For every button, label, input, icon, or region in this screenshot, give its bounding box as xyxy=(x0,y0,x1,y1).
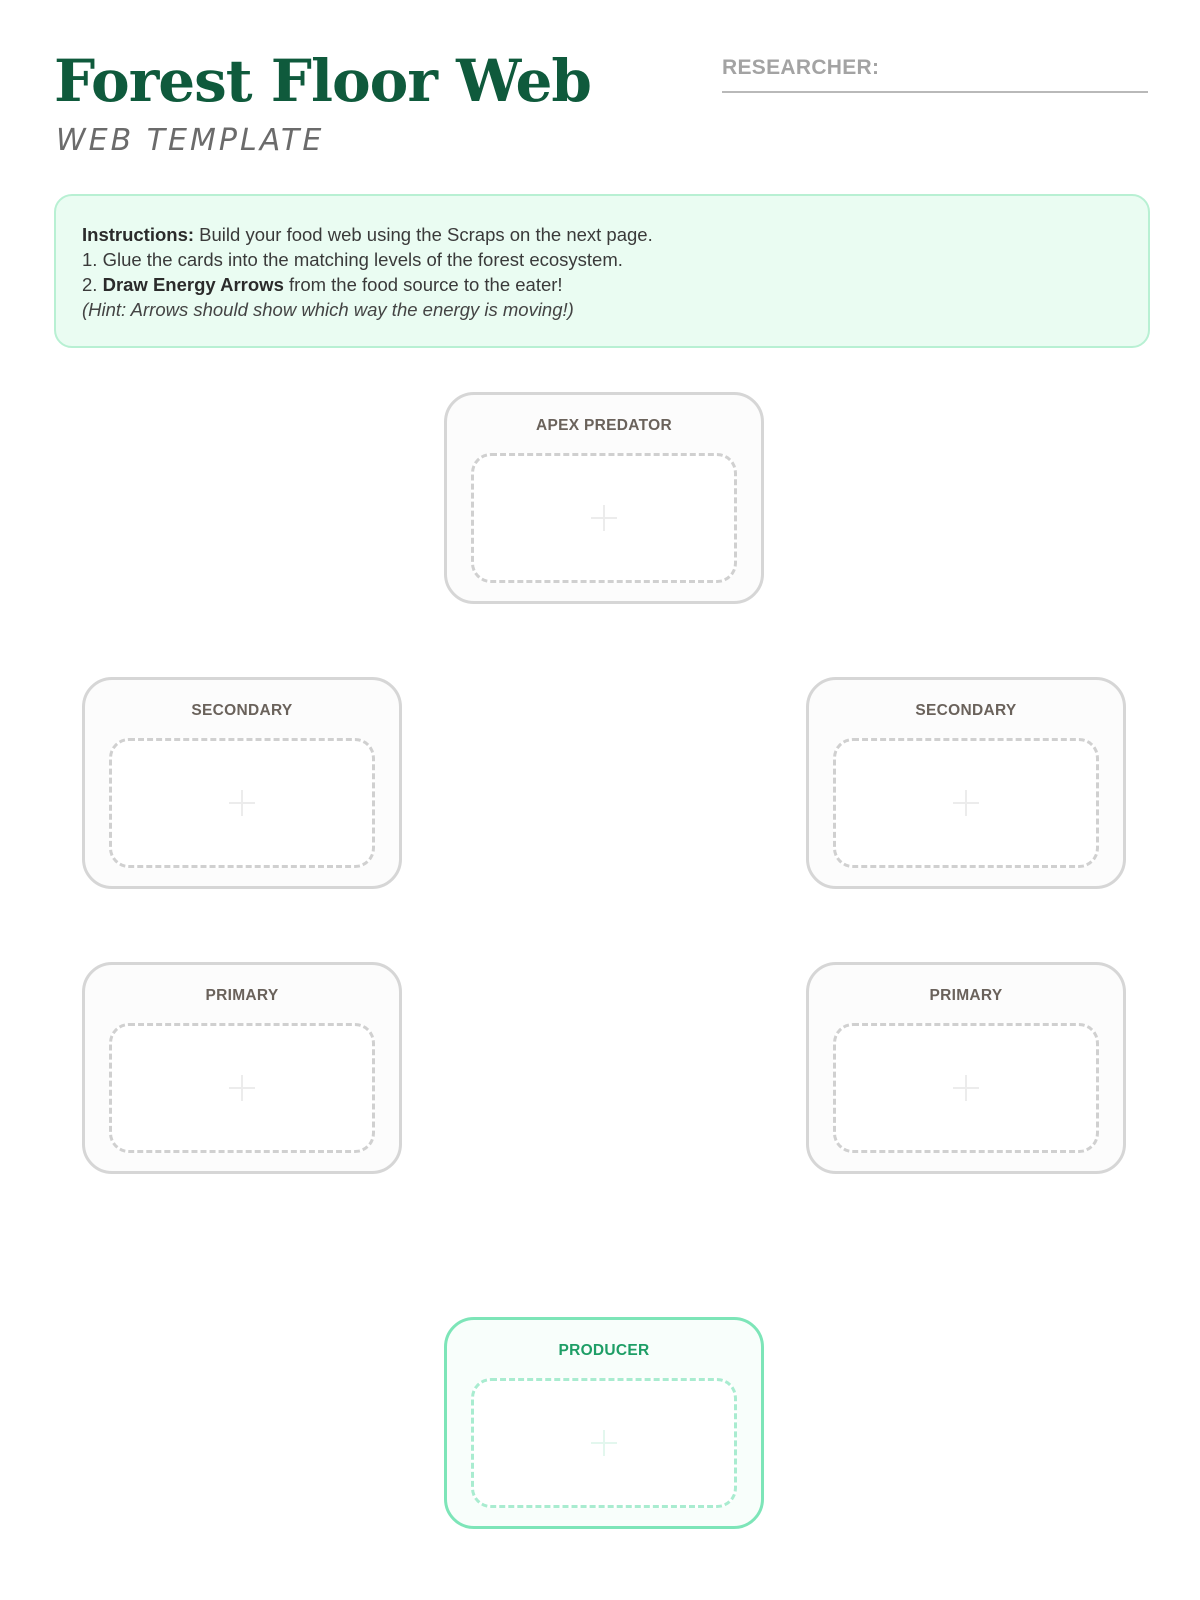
producer-drop-slot[interactable] xyxy=(471,1378,737,1508)
plus-icon xyxy=(229,790,255,816)
plus-icon xyxy=(953,1075,979,1101)
apex-predator-card xyxy=(444,392,764,604)
step-2-rest: from the food source to the eater! xyxy=(283,274,563,295)
plus-icon xyxy=(591,505,617,531)
plus-icon xyxy=(591,1430,617,1456)
instructions-intro: Build your food web using the Scraps on the next page. xyxy=(194,224,653,245)
instructions-heading: Instructions: xyxy=(82,224,195,245)
researcher-field[interactable] xyxy=(722,56,1148,93)
apex-predator-label: APEX PREDATOR xyxy=(536,417,672,434)
apex-predator-drop-slot[interactable] xyxy=(471,453,737,583)
step-2-prefix: 2. xyxy=(82,274,103,295)
secondary-left-label: SECONDARY xyxy=(191,702,293,719)
page-subtitle: WEB TEMPLATE xyxy=(56,123,325,158)
secondary-left-drop-slot[interactable] xyxy=(109,738,375,868)
instructions-intro-line xyxy=(82,222,1122,247)
secondary-right-drop-slot[interactable] xyxy=(833,738,1099,868)
plus-icon xyxy=(953,790,979,816)
primary-right-drop-slot[interactable] xyxy=(833,1023,1099,1153)
page-title: Forest Floor Web xyxy=(54,47,591,115)
primary-right-card xyxy=(806,962,1126,1174)
step-2-emphasis: Draw Energy Arrows xyxy=(102,274,284,295)
secondary-right-card xyxy=(806,677,1126,889)
instructions-box xyxy=(54,194,1150,348)
secondary-left-card xyxy=(82,677,402,889)
producer-label: PRODUCER xyxy=(558,1342,650,1359)
researcher-label: RESEARCHER: xyxy=(722,56,880,79)
instructions-step-2 xyxy=(82,272,1122,297)
instructions-step-1: 1. Glue the cards into the matching levels of the forest ecosystem. xyxy=(82,249,623,270)
plus-icon xyxy=(229,1075,255,1101)
secondary-right-label: SECONDARY xyxy=(915,702,1017,719)
hint-text: (Hint: Arrows should show which way the energy is moving!) xyxy=(82,299,574,320)
primary-left-drop-slot[interactable] xyxy=(109,1023,375,1153)
instructions-hint xyxy=(82,297,1122,322)
primary-right-label: PRIMARY xyxy=(929,987,1003,1004)
primary-left-card xyxy=(82,962,402,1174)
primary-left-label: PRIMARY xyxy=(205,987,279,1004)
producer-card xyxy=(444,1317,764,1529)
